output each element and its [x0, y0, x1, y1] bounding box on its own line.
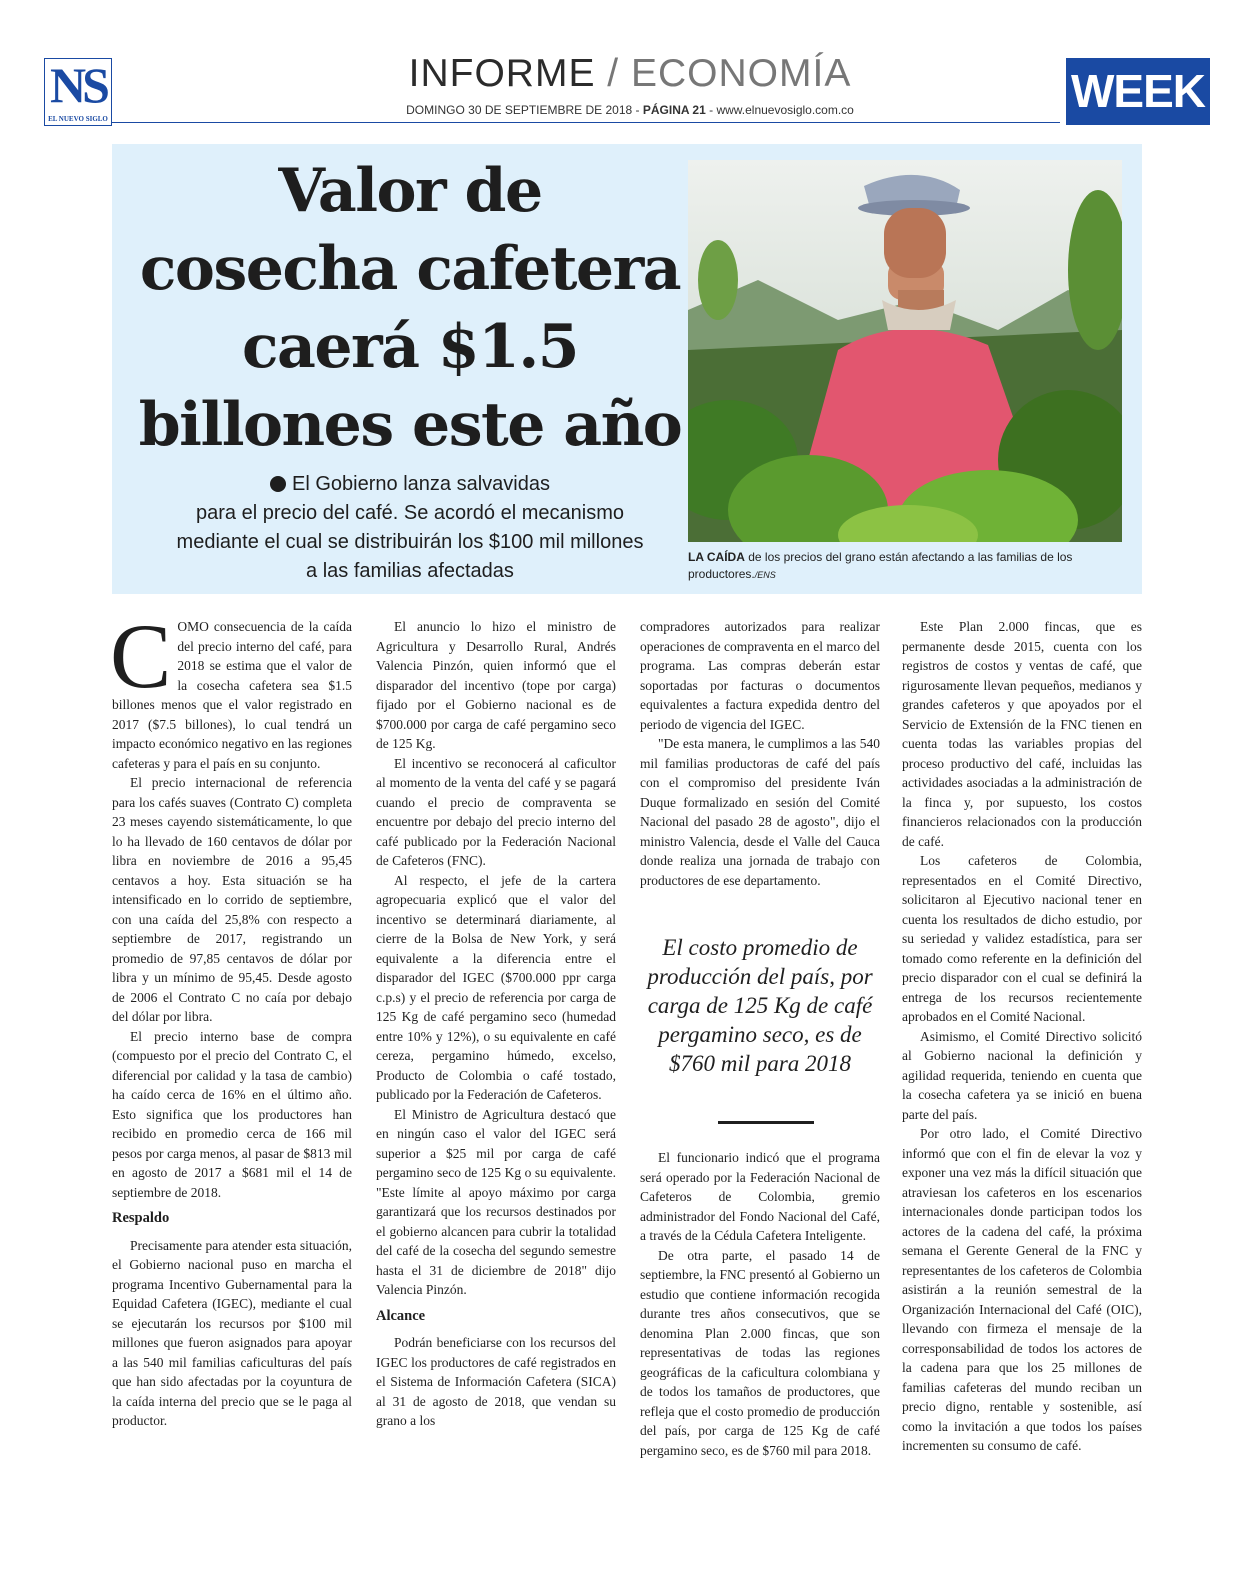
subhead-line: a las familias afectadas	[306, 560, 514, 582]
article-paragraph: El incentivo se reconocerá al caficultor al momento de la venta del café y se pagará cuando el precio de compraventa se encuentre por debajo del precio interno del café publicado por la Federación Nacional de Cafeteros (FNC).	[376, 755, 616, 868]
header-divider	[112, 122, 1060, 123]
article-paragraph: compradores autorizados para realizar operaciones de compraventa en el marco del programa. Las compras deberán estar soportadas por facturas o documentos equivalentes a factura expedida dentro del periodo de vigencia del IGEC.	[640, 619, 880, 732]
article-paragraph: Asimismo, el Comité Directivo solicitó al Gobierno nacional la definición y agilidad requerida, teniendo en cuenta que la cosecha cafetera ya se inició en buena parte del país.	[902, 1028, 1142, 1122]
subheadline	[130, 470, 690, 586]
article-paragraph: "De esta manera, le cumplimos a las 540 mil familias productoras de café del país con el compromiso del presidente Iván Duque formalizado en sesión del Comité Nacional del pasado 28 de agosto", dijo el ministro Valencia, desde el Valle del Cauca donde realiza una jornada de trabajo con productores de ese departamento.	[640, 736, 880, 888]
article-paragraph: El anuncio lo hizo el ministro de Agricultura y Desarrollo Rural, Andrés Valencia Pinzón, quien informó que el disparador del incentivo (tope por carga) fijado por el Gobierno nacional es de $700.000 por carga de café pergamino seco de 125 Kg.	[376, 619, 616, 751]
headline-line: Valor de	[278, 156, 542, 226]
section-title	[300, 52, 960, 96]
article-paragraph: Por otro lado, el Comité Directivo informó que con el fin de elevar la voz y exponer una vez más la difícil situación que atraviesan los cafeteros en los escenarios internacionales donde participan todos los actores de la cadena del café, la próxima semana el Gerente General de la FNC y representantes de los cafeteros de Colombia asistirán a la reunión semestral de la Organización Internacional del Café (OIC), llevando con firmeza el mensaje de la corresponsabilidad de todos los actores de la cadena para que los 25 millones de familias cafeteras del mundo reciban un precio digno, rentable y sostenible, así como la invitación a que todos los países incrementen su consumo de café.	[902, 1126, 1142, 1453]
issue-line	[300, 103, 960, 117]
site-url: - www.elnuevosiglo.com.co	[705, 103, 854, 117]
headline-line: cosecha cafetera	[139, 234, 681, 304]
article-paragraph: El funcionario indicó que el programa será operado por la Federación Nacional de Cafeteros de Colombia, gremio administrador del Fondo Nacional del Café, a través de la Cédula Cafetera Inteligente.	[640, 1150, 880, 1243]
article-paragraph: El precio internacional de referencia para los cafés suaves (Contrato C) completa 23 meses cayendo sistemáticamente, lo que lo ha llevado de 160 centavos de dólar por libra en noviembre de 2016 a 95,45 centavos a hoy. Esta situación se ha intensificado en lo corrido de septiembre, con una caída del 25,8% con respecto a septiembre de 2017, registrando un promedio de 97,85 centavos de dólar por libra y un mínimo de 95,45. Desde agosto de 2006 el Contrato C no caía por debajo del dólar por libra.	[112, 775, 352, 1024]
article-column-3a	[640, 617, 880, 890]
bullet-icon	[270, 476, 286, 492]
caption-text: de los precios del grano están afectando a las familias de los productores.	[688, 550, 1073, 581]
photo-illustration	[688, 160, 1122, 542]
article-paragraph: Al respecto, el jefe de la cartera agropecuaria explicó que el valor del incentivo se determinará diariamente, al cierre de la Bolsa de New York, y será equivalente a la diferencia entre el disparador del IGEC ($700.000 ppr carga c.p.s) y el precio de referencia por carga de 125 Kg de café pergamino seco (humedad entre 10% y 12%), o su equivalente en café cereza, pergamino húmedo, excelso, Producto de Colombia o café tostado, publicado por la Federación de Cafeteros.	[376, 872, 616, 1102]
logo-caption: EL NUEVO SIGLO	[48, 115, 108, 123]
section-name: INFORME	[408, 52, 596, 95]
subhead-line: mediante el cual se distribuirán los $100 mil millones	[176, 531, 644, 553]
subsection-name: ECONOMÍA	[630, 52, 852, 95]
article-paragraph: De otra parte, el pasado 14 de septiembre, la FNC presentó al Gobierno un estudio que contiene información recogida durante tres años consecutivos, que se denomina Plan 2.000 fincas, que son representativas de todas las regiones geográficas de la caficultura colombiana y de todos los tamaños de productores, que refleja que el costo promedio de producción del país, por carga de 125 Kg de café pergamino seco, es de $760 mil para 2018.	[640, 1247, 880, 1458]
article-paragraph: El precio interno base de compra (compuesto por el precio del Contrato C, el diferencial por calidad y la tasa de cambio) ha caído cerca de 16% en el último año. Esto significa que los productores han recibido en promedio cerca de 166 mil pesos por carga menos, al pasar de $813 mil en agosto de 2017 a $681 mil el 14 de septiembre de 2018.	[112, 1028, 352, 1200]
subhead-line: El Gobierno lanza salvavidas	[292, 473, 550, 495]
article-column-1	[110, 605, 352, 1431]
article-paragraph	[110, 605, 352, 773]
pull-quote-rule	[718, 1121, 814, 1124]
article-paragraph: Los cafeteros de Colombia, representados en el Comité Directivo, solicitaron al Ejecutivo nacional tener en cuenta los resultados de dicho estudio, por su seriedad y validez estadística, para ser tomado como referente en la definición del precio disparador con el cual se definirá la entrega de los recursos recientemente aprobados en el Comité Nacional.	[902, 853, 1142, 1024]
issue-date: DOMINGO 30 DE SEPTIEMBRE DE 2018 -	[406, 103, 643, 117]
week-logo: WEEK	[1066, 58, 1210, 125]
article-column-2	[376, 617, 616, 1431]
page-number: PÁGINA 21	[642, 103, 706, 117]
coffee-farmer-photo	[688, 160, 1122, 542]
section-subhead: Alcance	[376, 1307, 426, 1324]
article-paragraph: Precisamente para atender esta situación, el Gobierno nacional puso en marcha el programa Incentivo Gubernamental para la Equidad Cafetera (IGEC), mediante el cual se ejecutarán los recursos por $100 mil millones que fueron asignados para apoyar a las 540 mil familias caficulturas del país que han sido afectadas por la coyuntura de la caída interna del precio que se le paga al productor.	[112, 1237, 352, 1428]
headline	[130, 152, 690, 464]
drop-cap: C	[110, 605, 172, 707]
caption-lead: LA CAÍDA	[688, 550, 745, 564]
section-subhead: Respaldo	[112, 1210, 170, 1226]
article-column-4	[902, 617, 1142, 1456]
subhead-line: para el precio del café. Se acordó el mecanismo	[195, 502, 624, 524]
photo-caption	[688, 549, 1128, 584]
headline-line: billones este año	[138, 390, 682, 460]
el-nuevo-siglo-logo	[44, 58, 112, 126]
section-separator: /	[595, 52, 631, 95]
caption-credit: /ENS	[754, 570, 776, 580]
headline-line: caerá $1.5	[241, 312, 579, 382]
article-paragraph: Podrán beneficiarse con los recursos del IGEC los productores de café registrados en el Sistema de Información Cafetera (SICA) al 31 de agosto de 2018, que vendan su grano a los	[376, 1335, 616, 1428]
pull-quote: El costo promedio de producción del país, por carga de 125 Kg de café pergamino seco, es de $760 mil para 2018	[647, 935, 873, 1076]
article-paragraph: Este Plan 2.000 fincas, que es permanente desde 2015, cuenta con los registros de costos y ventas de café, que rigurosamente llevan pequeños, medianos y grandes cafeteros y que apoyados por el Servicio de Extensión de la FNC tienen en cuenta todas las variables propias del proceso productivo del café, incluidas las actividades asociadas a la administración de la finca y, por supuesto, los costos financieros relacionados con la producción de café.	[902, 619, 1142, 849]
article-column-3b	[640, 1148, 880, 1460]
article-paragraph: El Ministro de Agricultura destacó que en ningún caso el valor del IGEC será superior a $25 mil por carga de café pergamino seco de 125 Kg o su equivalente. "Este límite al apoyo máximo por carga garantizará que los recursos destinados por el gobierno alcancen para cubrir la totalidad del café de la cosecha del segundo semestre hasta el 31 de diciembre de 2018" dijo Valencia Pinzón.	[376, 1106, 616, 1297]
logo-letters: NS	[50, 57, 106, 113]
lead-text: OMO consecuencia de la caída del precio interno del café, para 2018 se estima que el valor de la cosecha cafetera sea $1.5 billones menos que el valor registrado en 2017 ($7.5 billones), lo cual tendrá un impacto económico negativo en las regiones cafeteras y para el país en su conjunto.	[112, 619, 352, 771]
